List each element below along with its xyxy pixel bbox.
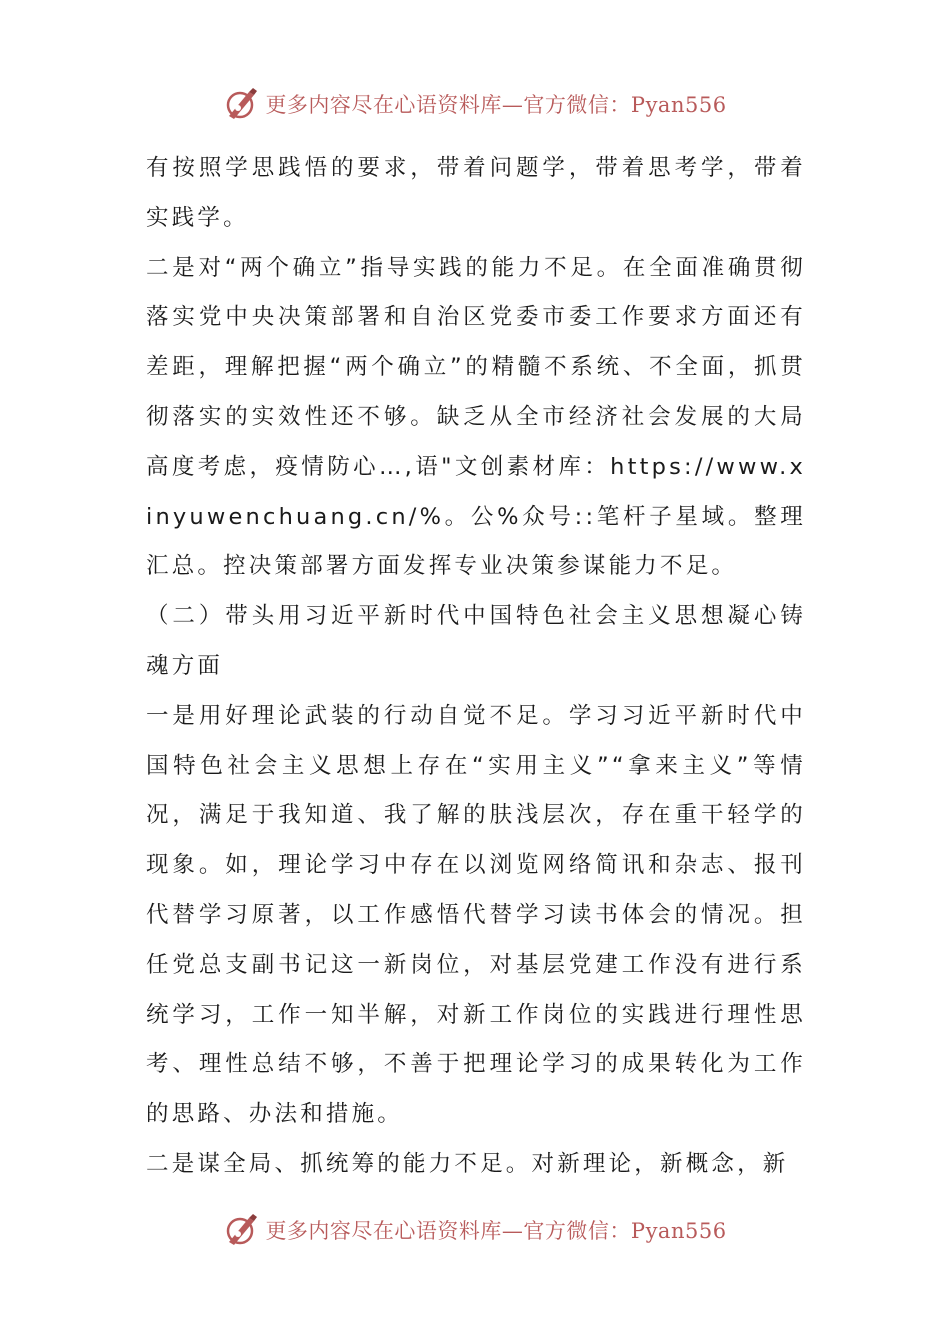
pen-seal-logo-icon xyxy=(223,86,259,122)
paragraph: 二是谋全局、抓统筹的能力不足。对新理论，新概念，新 xyxy=(146,1150,789,1177)
footer-banner-text: 更多内容尽在心语资料库—官方微信：Pyan556 xyxy=(265,1219,727,1243)
paragraph: 有按照学思践悟的要求，带着问题学，带着思考学，带着实践学。 xyxy=(146,155,806,231)
header-banner xyxy=(0,82,950,126)
paragraph: 二是对“两个确立”指导实践的能力不足。在全面准确贯彻落实党中央决策部署和自治区党委市委工作要求方面还有差距，理解把握“两个确立”的精髓不系统、不全面，抓贯彻落实的实效性还不够。缺乏从全市经济社会发展的大局高度考虑，疫情防心…,语"文创素材库：https://www.xinyuwenchuang.cn/%。公%众号::笔杆子星域。整理汇总。控决策部署方面发挥专业决策参谋能力不足。 xyxy=(146,254,806,580)
footer-banner xyxy=(0,1208,950,1252)
pen-seal-logo-icon xyxy=(223,1212,259,1248)
document-body xyxy=(146,144,806,1190)
paragraph: 一是用好理论武装的行动自觉不足。学习习近平新时代中国特色社会主义思想上存在“实用主义”“拿来主义”等情况，满足于我知道、我了解的肤浅层次，存在重干轻学的现象。如，理论学习中存在以浏览网络简讯和杂志、报刊代替学习原著，以工作感悟代替学习读书体会的情况。担任党总支副书记这一新岗位，对基层党建工作没有进行系统学习，工作一知半解，对新工作岗位的实践进行理性思考、理性总结不够，不善于把理论学习的成果转化为工作的思路、办法和措施。 xyxy=(146,702,806,1128)
section-heading: （二）带头用习近平新时代中国特色社会主义思想凝心铸魂方面 xyxy=(146,603,806,679)
header-banner-text: 更多内容尽在心语资料库—官方微信：Pyan556 xyxy=(265,93,727,117)
